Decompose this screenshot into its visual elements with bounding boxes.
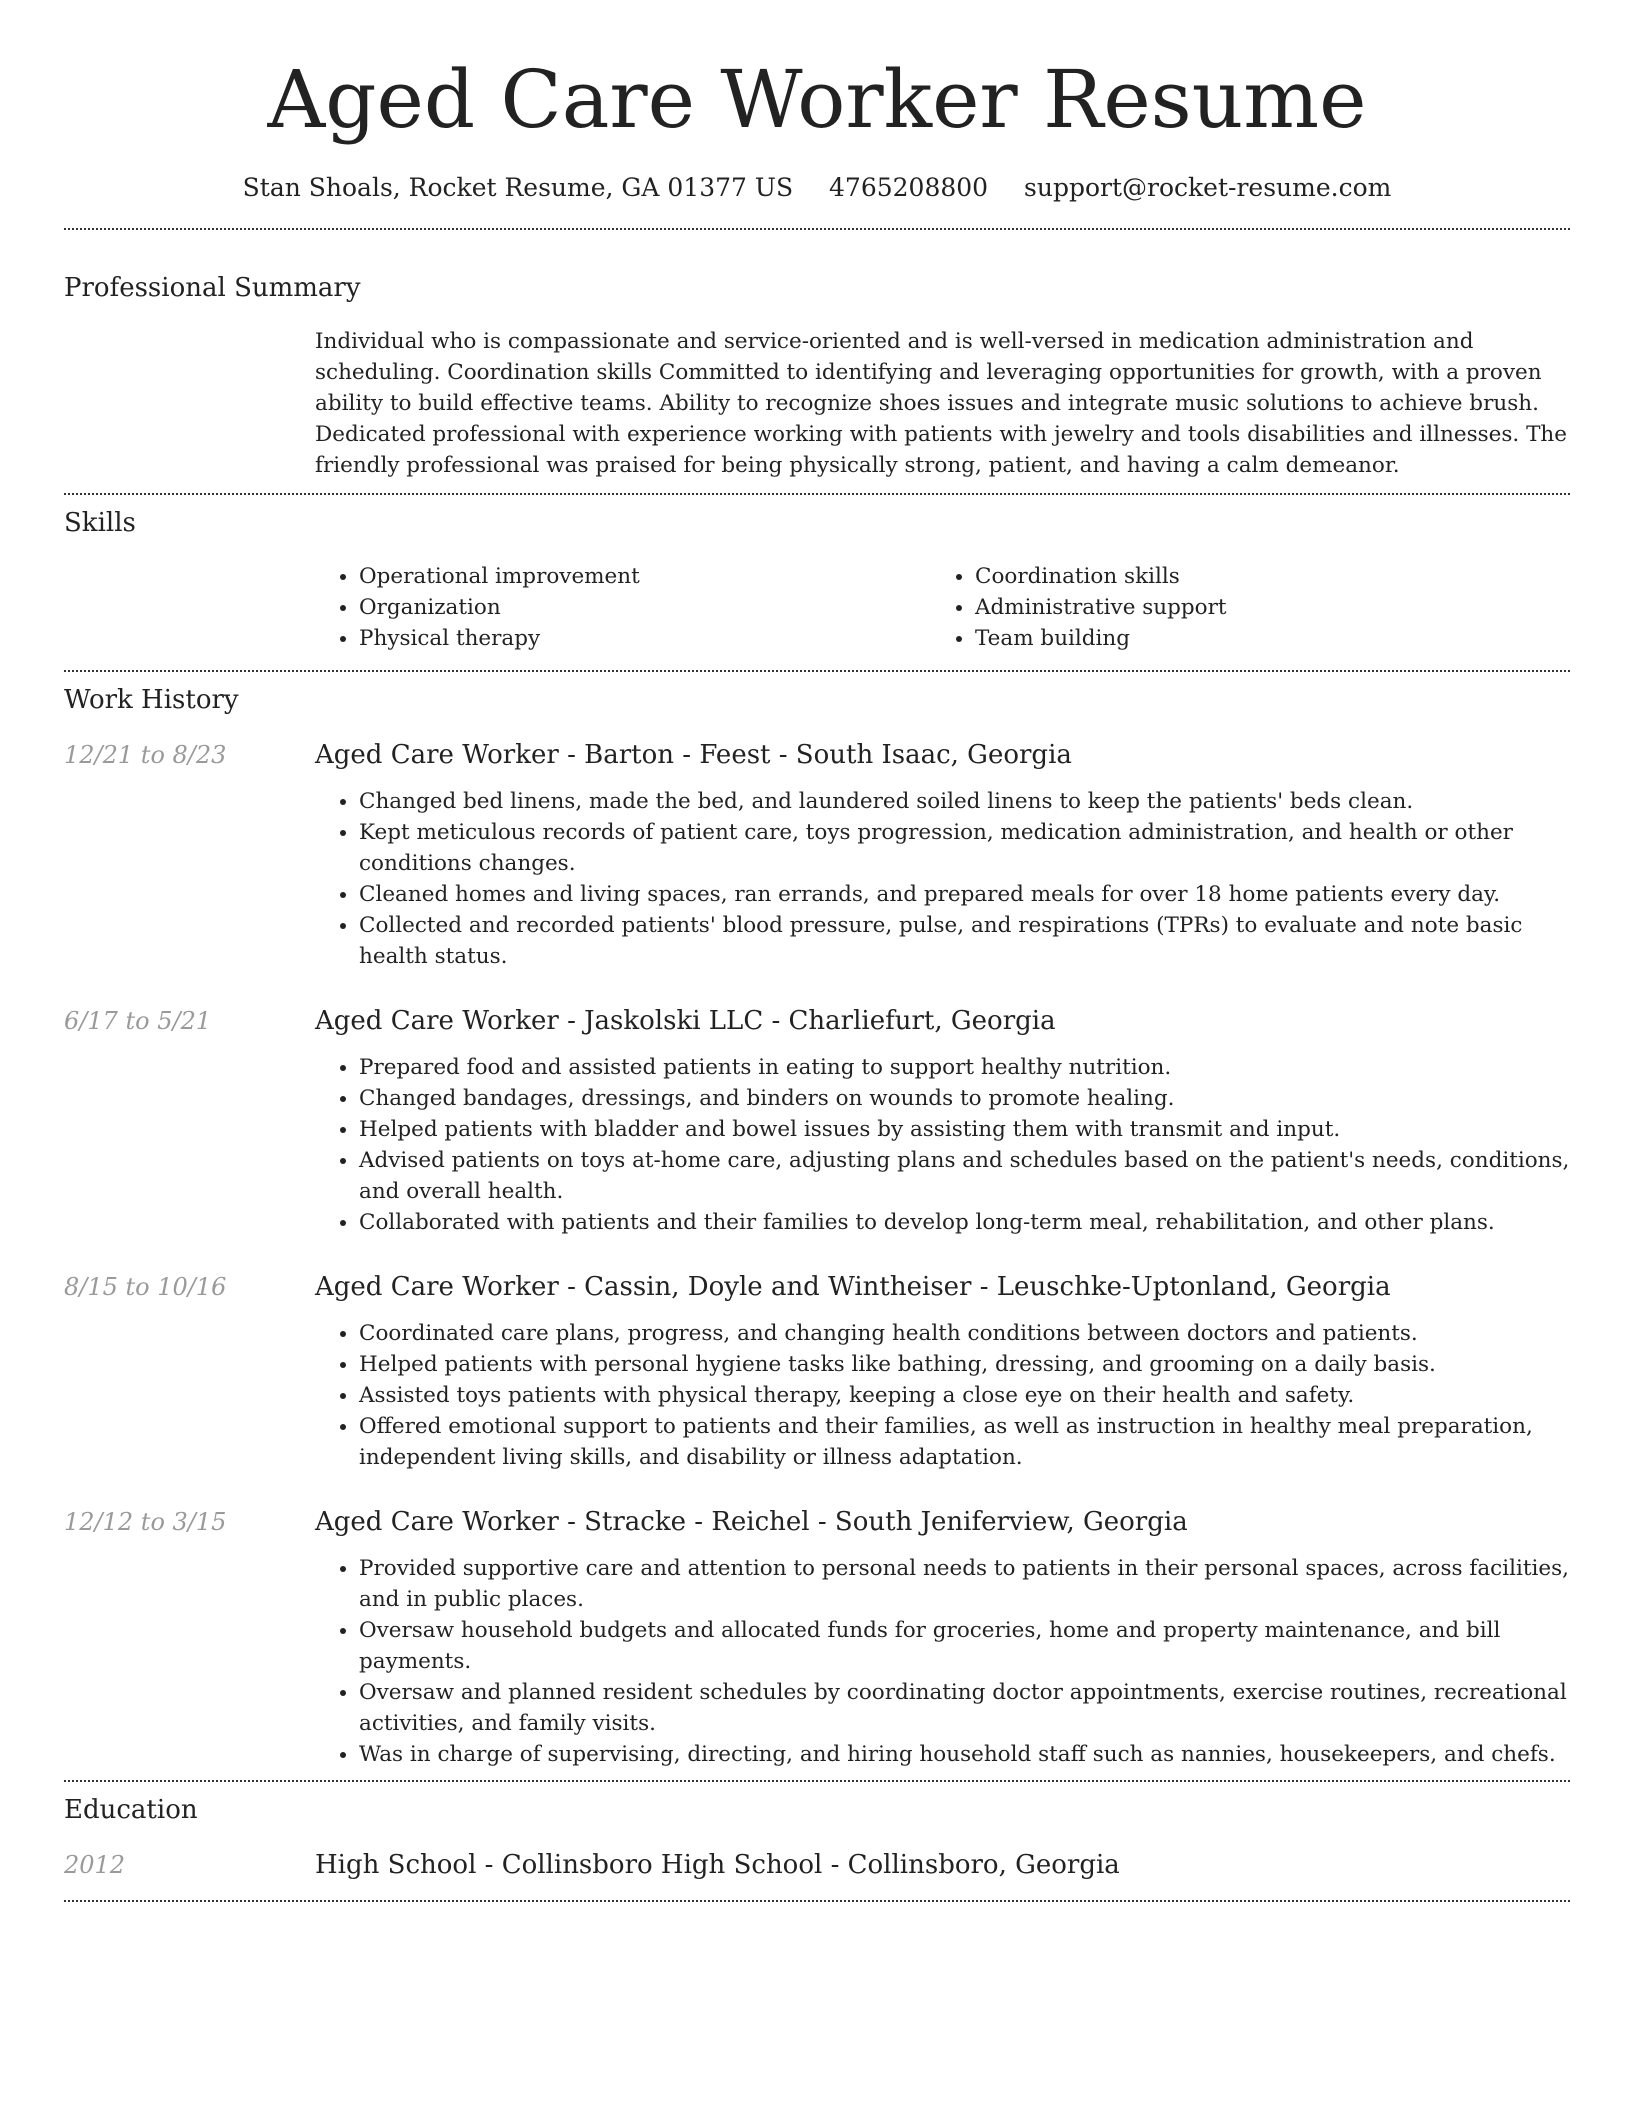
divider (64, 1780, 1570, 1782)
education-date: 2012 (64, 1851, 126, 1879)
divider (64, 228, 1570, 230)
job-bullet: • Collected and recorded patients' blood pressure, pulse, and respirations (TPRs) to evaluate and note basic health status. (359, 910, 1570, 972)
job-bullet: • Helped patients with bladder and bowel issues by assisting them with transmit and input. (359, 1114, 1570, 1145)
job-bullet: • Provided supportive care and attention to personal needs to patients in their personal spaces, across facilities, and in public places. (359, 1553, 1570, 1615)
resume-title: Aged Care Worker Resume (267, 53, 1367, 146)
job-entry (64, 1004, 1570, 1238)
divider (64, 493, 1570, 495)
job-entry (64, 738, 1570, 972)
job-bullet: • Kept meticulous records of patient care, toys progression, medication administration, and health or other conditions changes. (359, 817, 1570, 879)
job-date: 6/17 to 5/21 (64, 1007, 212, 1035)
skills-column-right (931, 561, 1547, 654)
job-bullet: • Oversaw and planned resident schedules by coordinating doctor appointments, exercise routines, recreational activities, and family visits. (359, 1677, 1570, 1739)
skill-item: • Physical therapy (359, 623, 931, 654)
job-bullet: • Was in charge of supervising, directing, and hiring household staff such as nannies, housekeepers, and chefs. (359, 1739, 1570, 1770)
job-bullet: • Changed bandages, dressings, and binders on wounds to promote healing. (359, 1083, 1570, 1114)
job-entry (64, 1505, 1570, 1770)
job-bullet: • Helped patients with personal hygiene tasks like bathing, dressing, and grooming on a daily basis. (359, 1349, 1570, 1380)
work-section (64, 682, 1570, 1770)
contact-email: support@rocket-resume.com (1024, 173, 1392, 202)
summary-section (64, 270, 1570, 481)
education-entry (64, 1848, 1570, 1882)
contact-phone: 4765208800 (829, 173, 989, 202)
job-entry (64, 1270, 1570, 1473)
education-section (64, 1792, 1570, 1882)
skills-grid (315, 561, 1570, 654)
job-title: Aged Care Worker - Jaskolski LLC - Charliefurt, Georgia (315, 1006, 1056, 1036)
job-bullet: • Coordinated care plans, progress, and changing health conditions between doctors and patients. (359, 1318, 1570, 1349)
skill-item: • Team building (975, 623, 1547, 654)
job-bullet: • Assisted toys patients with physical therapy, keeping a close eye on their health and safety. (359, 1380, 1570, 1411)
divider (64, 1900, 1570, 1902)
job-date: 12/12 to 3/15 (64, 1508, 227, 1536)
job-bullet: • Cleaned homes and living spaces, ran errands, and prepared meals for over 18 home patients every day. (359, 879, 1570, 910)
job-bullet: • Oversaw household budgets and allocated funds for groceries, home and property maintenance, and bill payments. (359, 1615, 1570, 1677)
job-bullet: • Offered emotional support to patients and their families, as well as instruction in healthy meal preparation, independent living skills, and disability or illness adaptation. (359, 1411, 1570, 1473)
skills-column-left (315, 561, 931, 654)
skill-item: • Organization (359, 592, 931, 623)
job-bullet: • Advised patients on toys at-home care, adjusting plans and schedules based on the patient's needs, conditions, and overall health. (359, 1145, 1570, 1207)
skill-item: • Coordination skills (975, 561, 1547, 592)
job-bullet: • Prepared food and assisted patients in eating to support healthy nutrition. (359, 1052, 1570, 1083)
summary-text: Individual who is compassionate and service-oriented and is well-versed in medication administration and scheduling. Coordination skills Committed to identifying and leveraging opportunities for growth, with a proven ability to build effective teams. Ability to recognize shoes issues and integrate music solutions to achieve brush. Dedicated professional with experience working with patients with jewelry and tools disabilities and illnesses. The friendly professional was praised for being physically strong, patient, and having a calm demeanor. (315, 329, 1567, 478)
job-title: Aged Care Worker - Stracke - Reichel - South Jeniferview, Georgia (315, 1507, 1188, 1537)
summary-heading: Professional Summary (64, 273, 361, 303)
work-heading: Work History (64, 685, 239, 715)
education-heading: Education (64, 1795, 198, 1825)
contact-line (64, 168, 1570, 208)
job-date: 12/21 to 8/23 (64, 741, 227, 769)
contact-address: Stan Shoals, Rocket Resume, GA 01377 US (242, 173, 794, 202)
job-date: 8/15 to 10/16 (64, 1273, 227, 1301)
skills-heading: Skills (64, 508, 136, 538)
skill-item: • Operational improvement (359, 561, 931, 592)
job-title: Aged Care Worker - Cassin, Doyle and Wintheiser - Leuschke-Uptonland, Georgia (315, 1272, 1391, 1302)
resume-page (64, 0, 1570, 1902)
skills-section (64, 505, 1570, 654)
job-bullet: • Changed bed linens, made the bed, and laundered soiled linens to keep the patients' beds clean. (359, 786, 1570, 817)
job-bullet: • Collaborated with patients and their families to develop long-term meal, rehabilitation, and other plans. (359, 1207, 1570, 1238)
divider (64, 670, 1570, 672)
job-title: Aged Care Worker - Barton - Feest - South Isaac, Georgia (315, 740, 1072, 770)
skill-item: • Administrative support (975, 592, 1547, 623)
education-title: High School - Collinsboro High School - Collinsboro, Georgia (315, 1850, 1120, 1880)
